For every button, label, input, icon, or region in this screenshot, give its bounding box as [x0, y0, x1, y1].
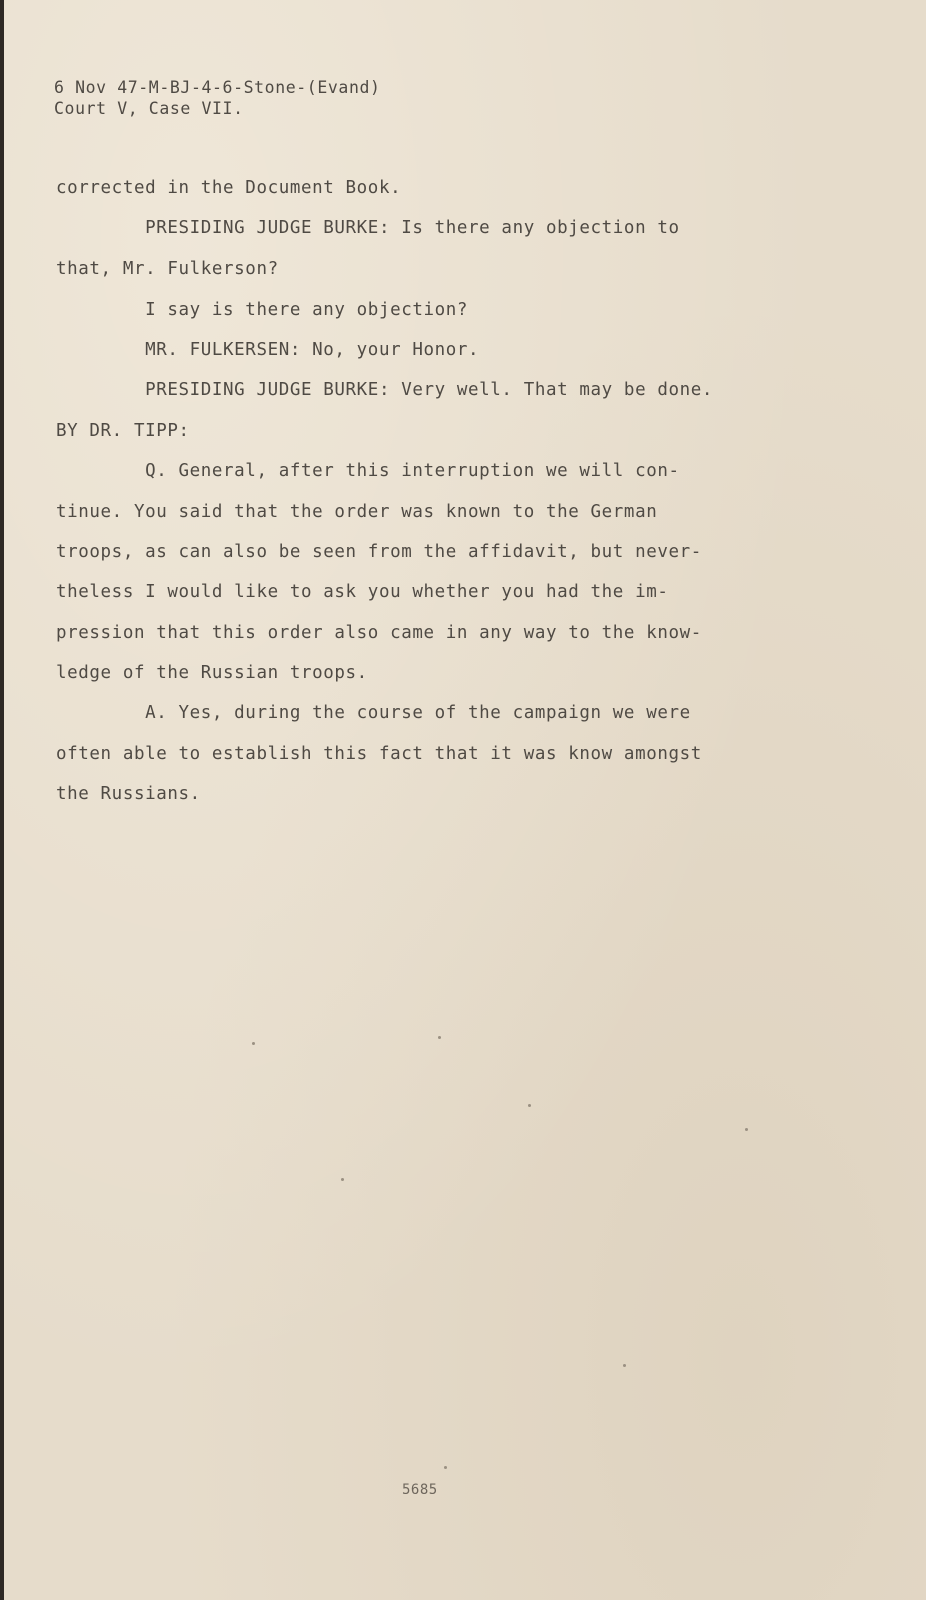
page-number: 5685 [402, 1482, 438, 1498]
transcript-line-7: BY DR. TIPP: [56, 421, 190, 441]
transcript-line-4: I say is there any objection? [56, 300, 469, 320]
transcript-line-6: PRESIDING JUDGE BURKE: Very well. That may be done. [56, 380, 714, 400]
paper-speck [444, 1466, 447, 1469]
transcript-line-8: Q. General, after this interruption we will con- [56, 461, 680, 481]
transcript-line-9: tinue. You said that the order was known to the German [56, 502, 658, 522]
transcript-line-10: troops, as can also be seen from the affidavit, but never- [56, 542, 702, 562]
paper-speck [252, 1042, 255, 1045]
paper-speck [745, 1128, 748, 1131]
transcript-line-12: pression that this order also came in any way to the know- [56, 623, 702, 643]
transcript-line-14: A. Yes, during the course of the campaign we were [56, 703, 691, 723]
paper-speck [528, 1104, 531, 1107]
paper-speck [438, 1036, 441, 1039]
header-line-1: 6 Nov 47-M-BJ-4-6-Stone-(Evand) [54, 78, 381, 97]
transcript-line-2: PRESIDING JUDGE BURKE: Is there any objection to [56, 218, 680, 238]
transcript-line-1: corrected in the Document Book. [56, 178, 402, 198]
transcript-line-16: the Russians. [56, 784, 201, 804]
document-page [4, 0, 926, 1600]
paper-speck [623, 1364, 626, 1367]
transcript-line-15: often able to establish this fact that it was know amongst [56, 744, 702, 764]
header-line-2: Court V, Case VII. [54, 99, 244, 118]
transcript-line-13: ledge of the Russian troops. [56, 663, 368, 683]
transcript-line-11: theless I would like to ask you whether you had the im- [56, 582, 669, 602]
transcript-line-5: MR. FULKERSEN: No, your Honor. [56, 340, 480, 360]
paper-speck [341, 1178, 344, 1181]
transcript-line-3: that, Mr. Fulkerson? [56, 259, 279, 279]
